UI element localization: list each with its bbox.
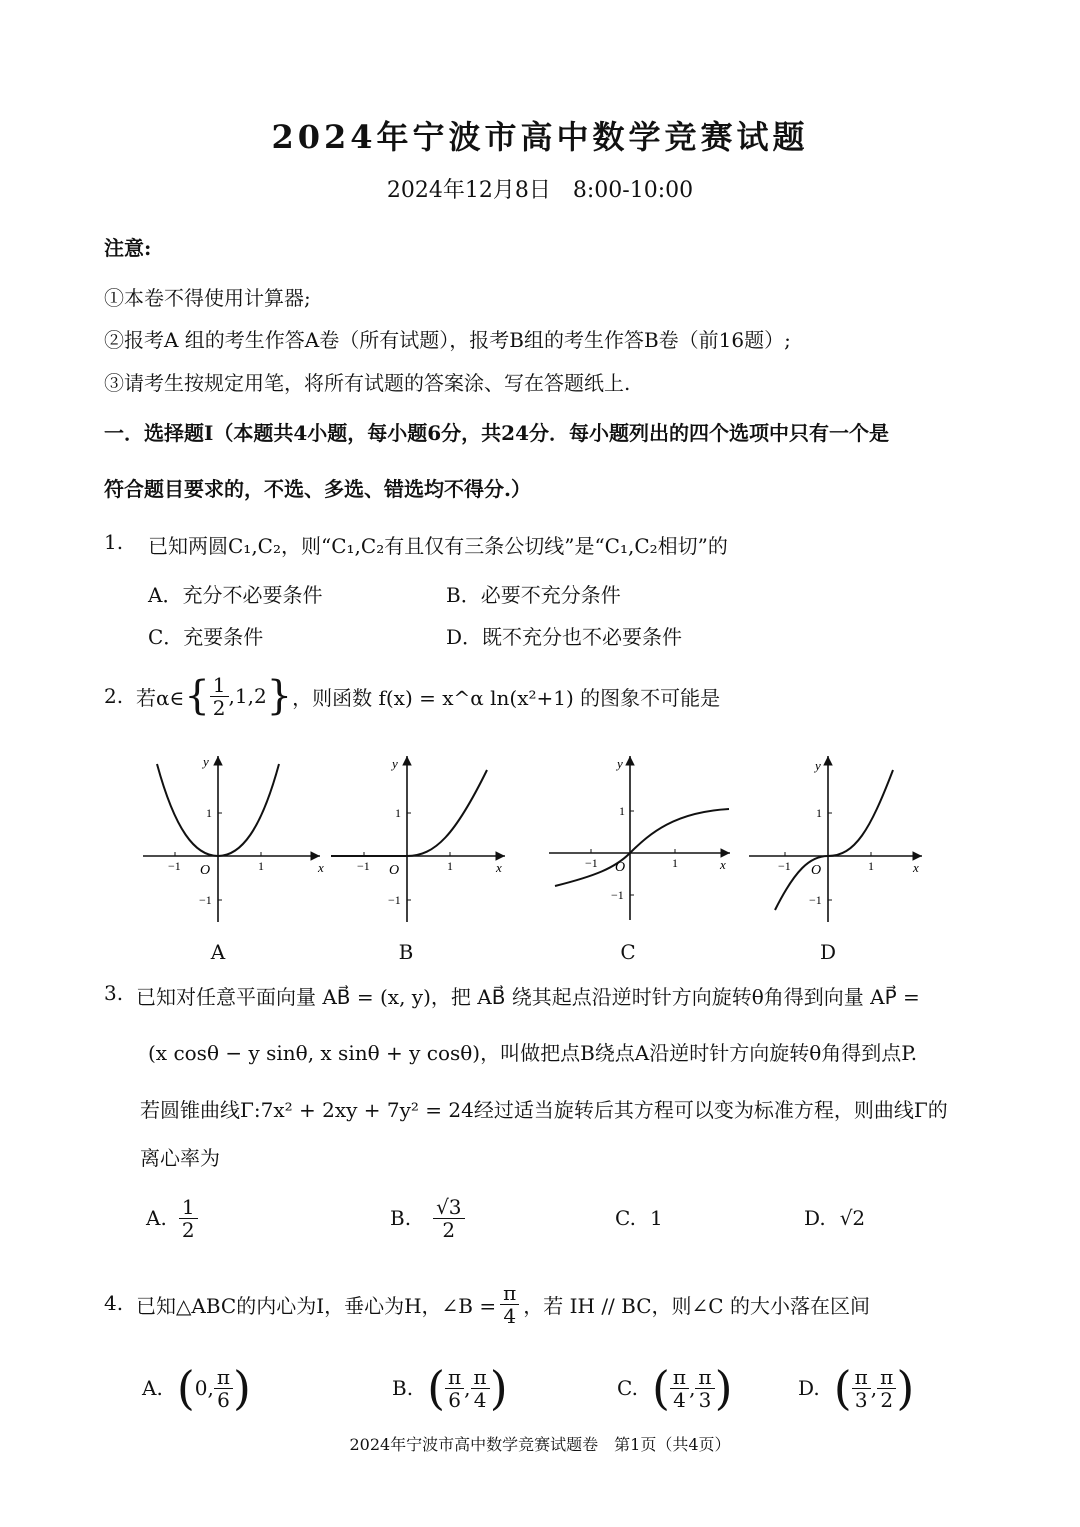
- q4-option-b-b-num: π: [471, 1366, 490, 1389]
- graph-c-y-one: 1: [619, 804, 625, 818]
- graph-b: [331, 756, 505, 922]
- q3-option-d-value: √2: [839, 1206, 866, 1230]
- q4-option-c: C. ( $\frac{\pi}{4}$ , $\frac{\pi}{3}$ ): [617, 1361, 733, 1415]
- q3-line3: 若圆锥曲线Γ:7x² + 2xy + 7y² = 24经过适当旋转后其方程可以变为标准方程，则曲线Γ的: [140, 1098, 948, 1122]
- graph-d-y-one: 1: [816, 806, 822, 820]
- q2-stem-prefix: 若α∈: [136, 685, 185, 710]
- q1-number: 1.: [104, 530, 124, 554]
- q3-option-b-den: 2: [442, 1217, 456, 1242]
- q1-option-b: B．必要不充分条件: [446, 583, 621, 607]
- graph-d-y-neg-one: −1: [809, 893, 822, 907]
- graph-b-origin: O: [389, 863, 400, 878]
- q4-option-a-den: 6: [217, 1387, 230, 1412]
- q2-frac-num: 1: [210, 674, 229, 697]
- q3-option-a-label: A.: [146, 1206, 167, 1230]
- graph-a-x-neg-one: −1: [168, 859, 181, 873]
- q4-angle-den: 4: [503, 1303, 517, 1328]
- graph-d-x-label: x: [913, 860, 919, 875]
- q4-option-a-num: π: [214, 1366, 233, 1389]
- graph-c-x-label: x: [720, 857, 726, 872]
- q4-angle-num: π: [500, 1282, 519, 1305]
- q4-option-c-a-num: π: [670, 1366, 689, 1389]
- q4-option-d-a-num: π: [852, 1366, 871, 1389]
- q4-stem-b: ，若 IH // BC，则∠C 的大小落在区间: [523, 1293, 870, 1318]
- graph-b-y-neg-one: −1: [388, 893, 401, 907]
- q2-frac-den: 2: [212, 695, 226, 720]
- q3-option-a-num: 1: [179, 1196, 198, 1219]
- q4-option-b: B. ( $\frac{\pi}{6}$ , $\frac{\pi}{4}$ ): [392, 1361, 508, 1415]
- q4-option-b-a-den: 6: [448, 1387, 461, 1412]
- graph-a-y-label: y: [203, 754, 209, 769]
- q3-option-d: [804, 1206, 865, 1230]
- q3-option-c-value: 1: [649, 1206, 663, 1230]
- q2-set-close: }: [266, 673, 293, 719]
- q1-option-d: D．既不充分也不必要条件: [446, 625, 683, 649]
- graph-a-x-one: 1: [258, 859, 264, 873]
- q2-set-open: {: [184, 673, 210, 719]
- q3-option-a-frac: [179, 1196, 198, 1241]
- q3-option-a-den: 2: [181, 1217, 195, 1242]
- q4-option-d: D. ( $\frac{\pi}{3}$ , $\frac{\pi}{2}$ ): [798, 1361, 915, 1415]
- q4-option-d-a-den: 3: [854, 1387, 868, 1412]
- q3-line2: (x cosθ − y sinθ, x sinθ + y cosθ)，叫做把点B绕点A沿逆时针方向旋转θ角得到点P.: [148, 1041, 918, 1065]
- graph-c: [549, 756, 730, 920]
- q2-number: 2.: [104, 684, 124, 708]
- q4-option-b-a-num: π: [445, 1366, 464, 1389]
- q2-graphs: [135, 750, 935, 925]
- q4-option-d-label: D.: [798, 1376, 820, 1400]
- q4-stem: [136, 1278, 870, 1330]
- q3-option-b-num: √3: [433, 1196, 464, 1219]
- q4-option-a-left: 0,: [194, 1376, 214, 1400]
- q3-option-c: [615, 1206, 663, 1230]
- q4-option-c-label: C.: [617, 1376, 638, 1400]
- graph-b-x-label: x: [496, 860, 502, 875]
- q4-option-c-b-den: 3: [698, 1387, 712, 1412]
- graph-c-x-neg-one: −1: [585, 856, 598, 870]
- graph-c-y-neg-one: −1: [611, 888, 624, 902]
- q3-option-a: [146, 1192, 198, 1244]
- q1-option-a: A．充分不必要条件: [148, 583, 323, 607]
- page-footer: 2024年宁波市高中数学竞赛试题卷 第1页（共4页）: [349, 1435, 731, 1454]
- q4-option-d-b-num: π: [877, 1366, 896, 1389]
- notice-item-3: ③请考生按规定用笔，将所有试题的答案涂、写在答题纸上.: [104, 371, 631, 395]
- q4-stem-a: 已知△ABC的内心为I，垂心为H，∠B =: [136, 1293, 497, 1318]
- notice-item-1: ①本卷不得使用计算器;: [104, 286, 311, 310]
- q3-option-b-frac: [433, 1196, 464, 1241]
- q3-option-c-label: C.: [615, 1206, 636, 1230]
- graph-b-x-neg-one: −1: [357, 859, 370, 873]
- graph-c-curve: [555, 809, 729, 886]
- q4-option-c-a-den: 4: [673, 1387, 686, 1412]
- section-heading-line2: 符合题目要求的，不选、多选、错选均不得分.）: [104, 477, 531, 501]
- page-title: 2024年宁波市高中数学竞赛试题: [271, 118, 809, 156]
- graph-b-y-label: y: [392, 756, 398, 771]
- q3-option-b-label: B.: [390, 1206, 412, 1230]
- exam-date-time: 2024年12月8日 8:00-10:00: [386, 178, 694, 203]
- q3-number: 3.: [104, 981, 124, 1005]
- graph-c-origin: O: [615, 860, 626, 875]
- q4-option-d-b-den: 2: [880, 1387, 894, 1412]
- graph-a-y-one: 1: [206, 806, 212, 820]
- q2-set-rest: ,1,2: [228, 684, 267, 708]
- graph-a: [143, 754, 324, 922]
- q2-set-fraction: [210, 674, 229, 719]
- q4-angle-frac: [500, 1282, 519, 1327]
- q4-option-b-label: B.: [392, 1376, 414, 1400]
- graph-label-d: D: [819, 940, 837, 964]
- q1-option-c: C．充要条件: [148, 625, 264, 649]
- notice-label: 注意:: [104, 236, 152, 260]
- graph-label-a: A: [210, 940, 226, 964]
- graph-a-x-label: x: [318, 860, 324, 875]
- graph-label-b: B: [398, 940, 414, 964]
- q2-stem-suffix: ，则函数 f(x) = x^α ln(x²+1) 的图象不可能是: [292, 685, 721, 710]
- q4-option-a: A. ( 0, $\frac{\pi}{6}$ ): [142, 1361, 251, 1415]
- notice-item-2: ②报考A 组的考生作答A卷（所有试题），报考B组的考生作答B卷（前16题）;: [104, 328, 791, 352]
- graph-a-origin: O: [200, 863, 211, 878]
- q3-line4: 离心率为: [140, 1146, 220, 1170]
- q4-number: 4.: [104, 1291, 124, 1315]
- graph-d-x-one: 1: [868, 859, 874, 873]
- graph-b-x-one: 1: [447, 859, 453, 873]
- graph-d-origin: O: [811, 863, 822, 878]
- q3-line1: 已知对任意平面向量 AB⃗ = (x, y)，把 AB⃗ 绕其起点沿逆时针方向旋转θ角得到向量 AP⃗ =: [136, 985, 920, 1009]
- graph-d-y-label: y: [815, 758, 821, 773]
- q2-stem: [136, 670, 720, 722]
- graph-d-x-neg-one: −1: [778, 859, 791, 873]
- q3-option-d-label: D.: [804, 1206, 826, 1230]
- q1-stem: 已知两圆C₁,C₂，则“C₁,C₂有且仅有三条公切线”是“C₁,C₂相切”的: [148, 534, 728, 558]
- q4-option-a-label: A.: [142, 1376, 163, 1400]
- graph-label-c: C: [620, 940, 636, 964]
- graph-a-y-neg-one: −1: [199, 893, 212, 907]
- q3-option-b: [390, 1192, 465, 1244]
- graph-d: [749, 756, 922, 922]
- graph-d-curve: [775, 770, 893, 910]
- graph-c-y-label: y: [617, 756, 623, 771]
- graph-b-y-one: 1: [395, 806, 401, 820]
- q4-option-c-b-num: π: [695, 1366, 714, 1389]
- q4-option-b-b-den: 4: [473, 1387, 487, 1412]
- section-heading-line1: 一．选择题I（本题共4小题，每小题6分，共24分．每小题列出的四个选项中只有一个是: [104, 421, 890, 445]
- graph-c-x-one: 1: [672, 856, 678, 870]
